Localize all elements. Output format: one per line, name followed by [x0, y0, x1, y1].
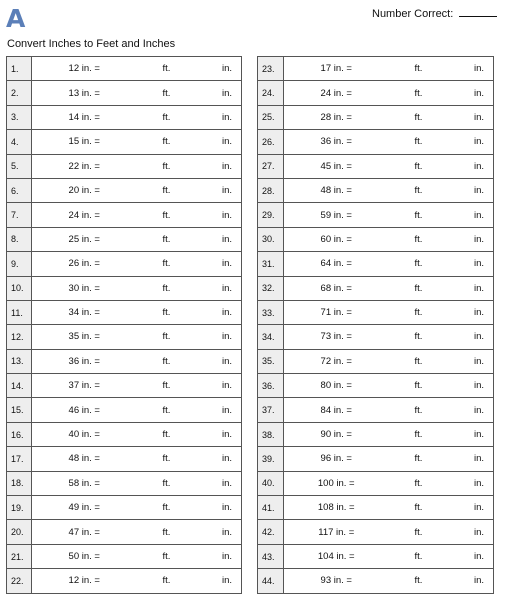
- feet-answer-cell[interactable]: ft.: [389, 81, 449, 105]
- feet-answer-cell[interactable]: ft.: [389, 300, 449, 324]
- problem-question: 45 in. =: [284, 154, 389, 178]
- problem-question: 13 in. =: [32, 81, 137, 105]
- feet-answer-cell[interactable]: ft.: [389, 57, 449, 81]
- problem-number: 2.: [7, 81, 32, 105]
- inches-answer-cell[interactable]: in.: [449, 544, 494, 568]
- feet-answer-cell[interactable]: ft.: [137, 154, 197, 178]
- problem-question: 40 in. =: [32, 422, 137, 446]
- problem-question: 96 in. =: [284, 447, 389, 471]
- inches-answer-cell[interactable]: in.: [197, 447, 242, 471]
- problem-question: 48 in. =: [284, 178, 389, 202]
- inches-answer-cell[interactable]: in.: [449, 252, 494, 276]
- inches-answer-cell[interactable]: in.: [197, 398, 242, 422]
- inches-answer-cell[interactable]: in.: [197, 471, 242, 495]
- problem-number: 20.: [7, 520, 32, 544]
- problem-number: 4.: [7, 130, 32, 154]
- problem-number: 17.: [7, 447, 32, 471]
- feet-answer-cell[interactable]: ft.: [137, 520, 197, 544]
- feet-answer-cell[interactable]: ft.: [389, 496, 449, 520]
- inches-answer-cell[interactable]: in.: [449, 203, 494, 227]
- inches-answer-cell[interactable]: in.: [449, 520, 494, 544]
- problem-question: 73 in. =: [284, 325, 389, 349]
- problem-question: 71 in. =: [284, 300, 389, 324]
- problem-row: [258, 496, 494, 520]
- problem-question: 60 in. =: [284, 227, 389, 251]
- problem-question: 80 in. =: [284, 374, 389, 398]
- problem-row: [7, 300, 242, 324]
- number-correct: [372, 7, 497, 21]
- problem-row: [258, 178, 494, 202]
- problem-question: 22 in. =: [32, 154, 137, 178]
- feet-answer-cell[interactable]: ft.: [389, 349, 449, 373]
- feet-answer-cell[interactable]: ft.: [137, 447, 197, 471]
- problem-question: 68 in. =: [284, 276, 389, 300]
- problem-question: 37 in. =: [32, 374, 137, 398]
- feet-answer-cell[interactable]: ft.: [137, 544, 197, 568]
- feet-answer-cell[interactable]: ft.: [137, 325, 197, 349]
- problem-question: 17 in. =: [284, 57, 389, 81]
- problem-number: 9.: [7, 252, 32, 276]
- problem-number: 32.: [258, 276, 284, 300]
- problem-number: 27.: [258, 154, 284, 178]
- problem-number: 41.: [258, 496, 284, 520]
- problem-question: 48 in. =: [32, 447, 137, 471]
- inches-answer-cell[interactable]: in.: [449, 300, 494, 324]
- problem-question: 59 in. =: [284, 203, 389, 227]
- inches-answer-cell[interactable]: in.: [449, 57, 494, 81]
- problem-row: [258, 520, 494, 544]
- inches-answer-cell[interactable]: in.: [197, 374, 242, 398]
- problem-number: 8.: [7, 227, 32, 251]
- problem-question: 108 in. =: [284, 496, 389, 520]
- problem-row: [258, 544, 494, 568]
- inches-answer-cell[interactable]: in.: [449, 349, 494, 373]
- inches-answer-cell[interactable]: in.: [449, 276, 494, 300]
- inches-answer-cell[interactable]: in.: [449, 471, 494, 495]
- problem-row: [7, 349, 242, 373]
- problem-table-right: [257, 56, 494, 594]
- inches-answer-cell[interactable]: in.: [449, 227, 494, 251]
- problem-number: 28.: [258, 178, 284, 202]
- inches-answer-cell[interactable]: in.: [197, 325, 242, 349]
- problem-number: 40.: [258, 471, 284, 495]
- inches-answer-cell[interactable]: in.: [449, 178, 494, 202]
- inches-answer-cell[interactable]: in.: [449, 398, 494, 422]
- problem-question: 12 in. =: [32, 57, 137, 81]
- problem-row: [258, 398, 494, 422]
- problem-question: 26 in. =: [32, 252, 137, 276]
- problem-row: [258, 105, 494, 129]
- problem-number: 30.: [258, 227, 284, 251]
- problem-row: [258, 374, 494, 398]
- problem-number: 12.: [7, 325, 32, 349]
- problem-number: 1.: [7, 57, 32, 81]
- problem-row: [258, 154, 494, 178]
- inches-answer-cell[interactable]: in.: [197, 227, 242, 251]
- feet-answer-cell[interactable]: ft.: [137, 422, 197, 446]
- problem-question: 50 in. =: [32, 544, 137, 568]
- problem-row: [258, 569, 494, 593]
- problem-row: [258, 57, 494, 81]
- problem-question: 30 in. =: [32, 276, 137, 300]
- feet-answer-cell[interactable]: ft.: [389, 422, 449, 446]
- problem-question: 34 in. =: [32, 300, 137, 324]
- feet-answer-cell[interactable]: ft.: [137, 496, 197, 520]
- problem-row: [258, 471, 494, 495]
- problem-row: [258, 349, 494, 373]
- problem-number: 23.: [258, 57, 284, 81]
- worksheet-instructions: Convert Inches to Feet and Inches: [7, 38, 176, 50]
- feet-answer-cell[interactable]: ft.: [389, 398, 449, 422]
- problem-question: 49 in. =: [32, 496, 137, 520]
- problem-row: [7, 276, 242, 300]
- problem-number: 25.: [258, 105, 284, 129]
- version-letter: A: [6, 4, 26, 33]
- problem-row: [7, 130, 242, 154]
- feet-answer-cell[interactable]: ft.: [137, 227, 197, 251]
- problem-row: [7, 422, 242, 446]
- feet-answer-cell[interactable]: ft.: [137, 374, 197, 398]
- problem-row: [7, 325, 242, 349]
- feet-answer-cell[interactable]: ft.: [137, 203, 197, 227]
- problem-question: 47 in. =: [32, 520, 137, 544]
- feet-answer-cell[interactable]: ft.: [137, 471, 197, 495]
- feet-answer-cell[interactable]: ft.: [137, 276, 197, 300]
- feet-answer-cell[interactable]: ft.: [389, 130, 449, 154]
- inches-answer-cell[interactable]: in.: [449, 154, 494, 178]
- problem-row: [7, 252, 242, 276]
- problem-number: 13.: [7, 349, 32, 373]
- problem-number: 34.: [258, 325, 284, 349]
- feet-answer-cell[interactable]: ft.: [137, 349, 197, 373]
- problem-question: 36 in. =: [284, 130, 389, 154]
- problem-row: [258, 447, 494, 471]
- problem-question: 24 in. =: [284, 81, 389, 105]
- problem-row: [258, 252, 494, 276]
- problem-number: 6.: [7, 178, 32, 202]
- problem-question: 72 in. =: [284, 349, 389, 373]
- feet-answer-cell[interactable]: ft.: [389, 447, 449, 471]
- problem-row: [7, 374, 242, 398]
- inches-answer-cell[interactable]: in.: [449, 130, 494, 154]
- problem-row: [258, 203, 494, 227]
- problem-question: 35 in. =: [32, 325, 137, 349]
- problem-row: [7, 227, 242, 251]
- problem-row: [7, 544, 242, 568]
- inches-answer-cell[interactable]: in.: [197, 276, 242, 300]
- problem-number: 18.: [7, 471, 32, 495]
- problem-number: 3.: [7, 105, 32, 129]
- feet-answer-cell[interactable]: ft.: [389, 154, 449, 178]
- problem-question: 46 in. =: [32, 398, 137, 422]
- problem-question: 93 in. =: [284, 569, 389, 593]
- problem-question: 12 in. =: [32, 569, 137, 593]
- problem-number: 37.: [258, 398, 284, 422]
- inches-answer-cell[interactable]: in.: [197, 57, 242, 81]
- feet-answer-cell[interactable]: ft.: [137, 569, 197, 593]
- problem-question: 104 in. =: [284, 544, 389, 568]
- problem-number: 19.: [7, 496, 32, 520]
- feet-answer-cell[interactable]: ft.: [389, 178, 449, 202]
- problem-number: 31.: [258, 252, 284, 276]
- problem-number: 16.: [7, 422, 32, 446]
- problem-row: [258, 130, 494, 154]
- problem-number: 24.: [258, 81, 284, 105]
- inches-answer-cell[interactable]: in.: [197, 105, 242, 129]
- feet-answer-cell[interactable]: ft.: [389, 227, 449, 251]
- feet-answer-cell[interactable]: ft.: [137, 252, 197, 276]
- problem-question: 117 in. =: [284, 520, 389, 544]
- problem-question: 84 in. =: [284, 398, 389, 422]
- problem-question: 36 in. =: [32, 349, 137, 373]
- problem-row: [7, 569, 242, 593]
- problem-question: 14 in. =: [32, 105, 137, 129]
- problem-number: 10.: [7, 276, 32, 300]
- problem-question: 90 in. =: [284, 422, 389, 446]
- feet-answer-cell[interactable]: ft.: [389, 105, 449, 129]
- problem-question: 15 in. =: [32, 130, 137, 154]
- feet-answer-cell[interactable]: ft.: [137, 178, 197, 202]
- feet-answer-cell[interactable]: ft.: [389, 520, 449, 544]
- problem-number: 14.: [7, 374, 32, 398]
- inches-answer-cell[interactable]: in.: [197, 422, 242, 446]
- feet-answer-cell[interactable]: ft.: [137, 398, 197, 422]
- feet-answer-cell[interactable]: ft.: [389, 374, 449, 398]
- inches-answer-cell[interactable]: in.: [449, 374, 494, 398]
- feet-answer-cell[interactable]: ft.: [137, 57, 197, 81]
- problem-number: 35.: [258, 349, 284, 373]
- problem-number: 43.: [258, 544, 284, 568]
- inches-answer-cell[interactable]: in.: [197, 569, 242, 593]
- inches-answer-cell[interactable]: in.: [197, 496, 242, 520]
- inches-answer-cell[interactable]: in.: [197, 130, 242, 154]
- inches-answer-cell[interactable]: in.: [449, 569, 494, 593]
- feet-answer-cell[interactable]: ft.: [137, 300, 197, 324]
- inches-answer-cell[interactable]: in.: [197, 178, 242, 202]
- problem-question: 25 in. =: [32, 227, 137, 251]
- inches-answer-cell[interactable]: in.: [197, 154, 242, 178]
- problem-row: [258, 422, 494, 446]
- feet-answer-cell[interactable]: ft.: [137, 105, 197, 129]
- problem-number: 42.: [258, 520, 284, 544]
- inches-answer-cell[interactable]: in.: [197, 81, 242, 105]
- inches-answer-cell[interactable]: in.: [449, 325, 494, 349]
- problem-row: [258, 81, 494, 105]
- number-correct-blank[interactable]: [459, 7, 497, 17]
- problem-question: 58 in. =: [32, 471, 137, 495]
- problem-number: 7.: [7, 203, 32, 227]
- feet-answer-cell[interactable]: ft.: [137, 81, 197, 105]
- feet-answer-cell[interactable]: ft.: [389, 569, 449, 593]
- problem-row: [258, 300, 494, 324]
- problem-number: 26.: [258, 130, 284, 154]
- problem-number: 11.: [7, 300, 32, 324]
- problem-number: 22.: [7, 569, 32, 593]
- feet-answer-cell[interactable]: ft.: [137, 130, 197, 154]
- problem-number: 21.: [7, 544, 32, 568]
- problem-row: [7, 154, 242, 178]
- problem-row: [7, 57, 242, 81]
- problem-number: 38.: [258, 422, 284, 446]
- feet-answer-cell[interactable]: ft.: [389, 203, 449, 227]
- inches-answer-cell[interactable]: in.: [197, 349, 242, 373]
- problem-row: [7, 471, 242, 495]
- problem-row: [7, 203, 242, 227]
- problem-number: 44.: [258, 569, 284, 593]
- inches-answer-cell[interactable]: in.: [449, 422, 494, 446]
- problem-number: 29.: [258, 203, 284, 227]
- inches-answer-cell[interactable]: in.: [449, 496, 494, 520]
- problem-row: [7, 81, 242, 105]
- problem-table-left: [6, 56, 242, 594]
- problem-number: 39.: [258, 447, 284, 471]
- inches-answer-cell[interactable]: in.: [197, 203, 242, 227]
- problem-row: [258, 325, 494, 349]
- problem-row: [7, 178, 242, 202]
- inches-answer-cell[interactable]: in.: [197, 544, 242, 568]
- problem-question: 64 in. =: [284, 252, 389, 276]
- problem-row: [258, 227, 494, 251]
- inches-answer-cell[interactable]: in.: [197, 300, 242, 324]
- inches-answer-cell[interactable]: in.: [197, 252, 242, 276]
- problem-question: 28 in. =: [284, 105, 389, 129]
- problem-question: 100 in. =: [284, 471, 389, 495]
- problem-number: 33.: [258, 300, 284, 324]
- problem-row: [7, 520, 242, 544]
- problem-row: [7, 105, 242, 129]
- feet-answer-cell[interactable]: ft.: [389, 252, 449, 276]
- problem-number: 15.: [7, 398, 32, 422]
- inches-answer-cell[interactable]: in.: [449, 447, 494, 471]
- problem-row: [7, 398, 242, 422]
- number-correct-label: Number Correct:: [372, 8, 454, 20]
- feet-answer-cell[interactable]: ft.: [389, 276, 449, 300]
- problem-number: 36.: [258, 374, 284, 398]
- problem-row: [7, 447, 242, 471]
- problem-number: 5.: [7, 154, 32, 178]
- problem-row: [7, 496, 242, 520]
- problem-question: 20 in. =: [32, 178, 137, 202]
- inches-answer-cell[interactable]: in.: [449, 81, 494, 105]
- feet-answer-cell[interactable]: ft.: [389, 325, 449, 349]
- problem-row: [258, 276, 494, 300]
- feet-answer-cell[interactable]: ft.: [389, 544, 449, 568]
- problem-question: 24 in. =: [32, 203, 137, 227]
- feet-answer-cell[interactable]: ft.: [389, 471, 449, 495]
- inches-answer-cell[interactable]: in.: [197, 520, 242, 544]
- inches-answer-cell[interactable]: in.: [449, 105, 494, 129]
